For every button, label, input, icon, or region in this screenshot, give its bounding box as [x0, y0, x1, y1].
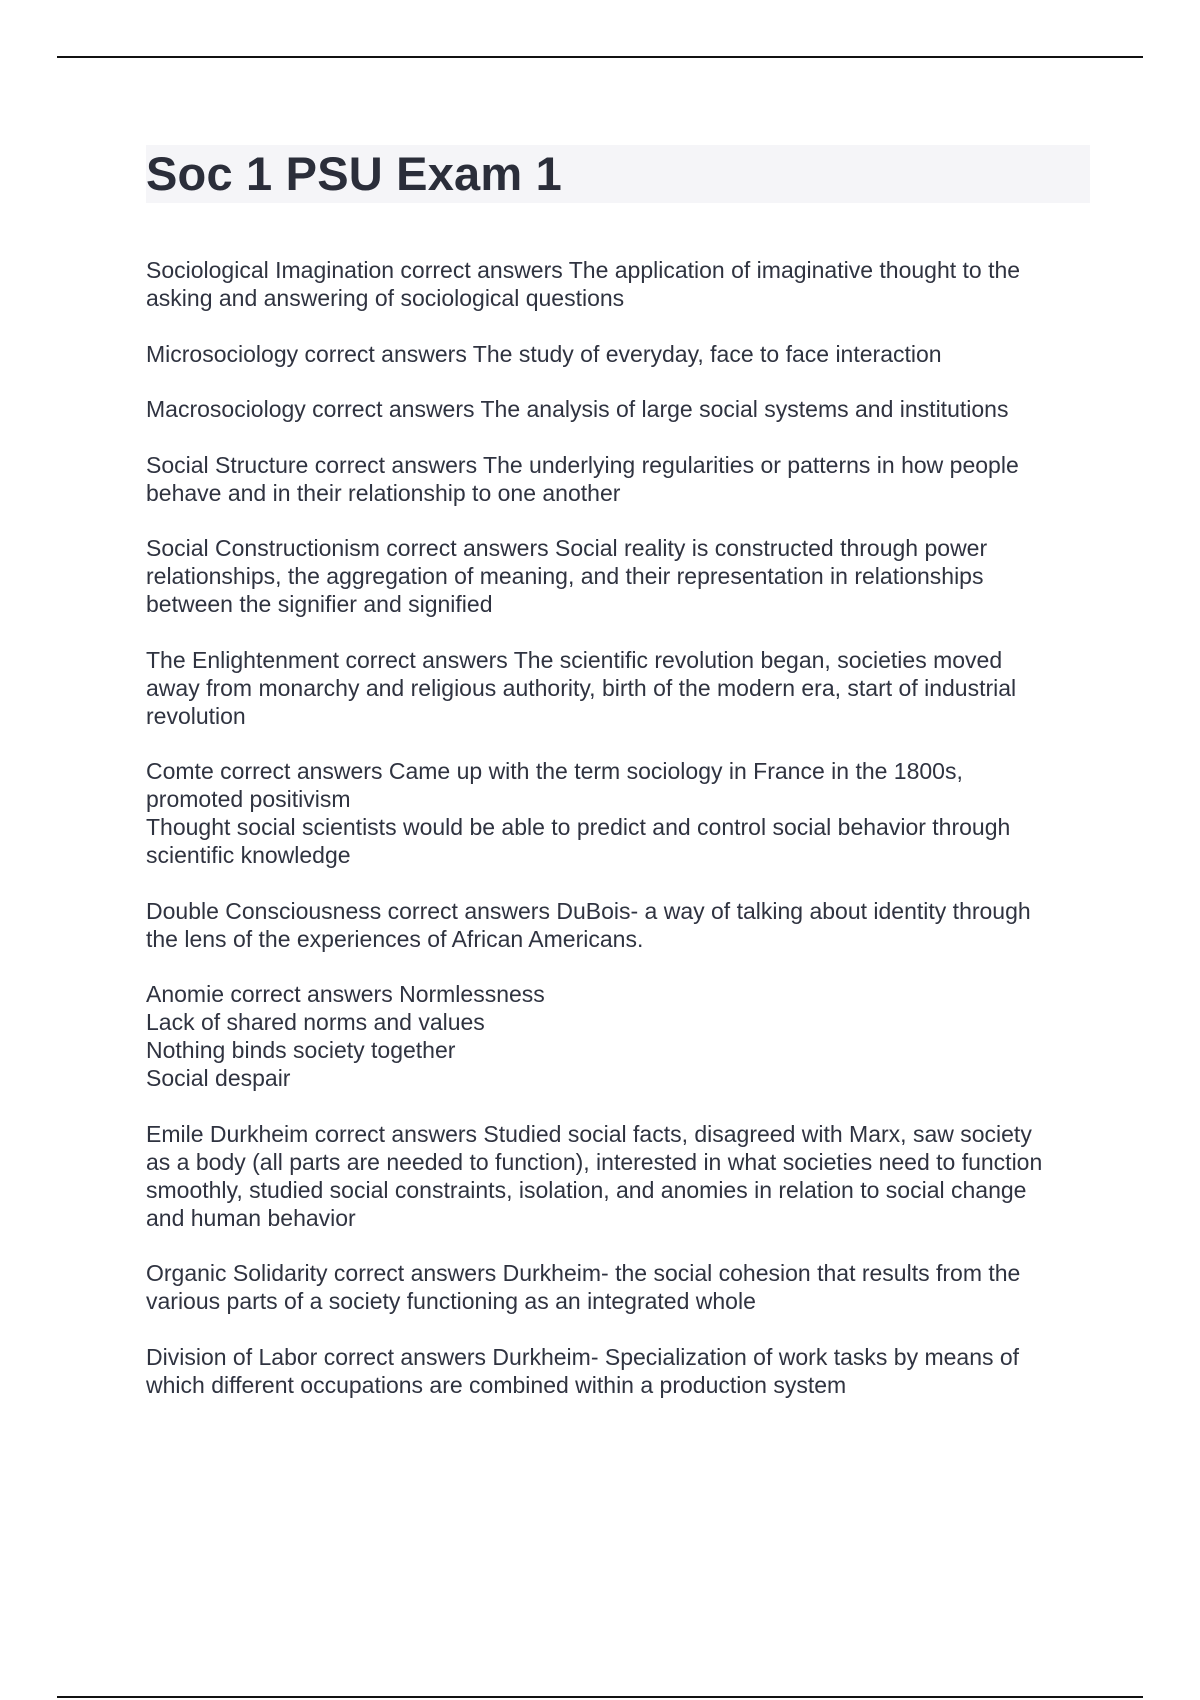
- entry-line: which different occupations are combined within a production system: [146, 1371, 847, 1398]
- entry-line: relationships, the aggregation of meaning, and their representation in relationships: [146, 563, 984, 589]
- entry-line: Organic Solidarity correct answers Durkheim- the social cohesion that results from the: [146, 1260, 1021, 1286]
- entry-microsociology: [146, 340, 1090, 368]
- entry-line: The Enlightenment correct answers The scientific revolution began, societies moved: [146, 646, 1003, 673]
- entry-organic-solidarity: [146, 1259, 1090, 1315]
- entry-line: asking and answering of sociological questions: [146, 285, 625, 311]
- footer-rule: [57, 1696, 1143, 1698]
- entry-line: Thought social scientists would be able to predict and control social behavior through: [146, 814, 1011, 840]
- entry-emile-durkheim: [146, 1120, 1090, 1232]
- entry-line: promoted positivism: [146, 786, 351, 812]
- entry-line: away from monarchy and religious authority, birth of the modern era, start of industrial: [146, 674, 1017, 701]
- entry-line: Lack of shared norms and values: [146, 1009, 485, 1035]
- entry-line: Anomie correct answers Normlessness: [146, 981, 545, 1007]
- entry-line: Nothing binds society together: [146, 1037, 456, 1063]
- entry-line: scientific knowledge: [146, 842, 351, 868]
- document-title: Soc 1 PSU Exam 1: [146, 147, 562, 200]
- entry-line: Macrosociology correct answers The analysis of large social systems and institutions: [146, 396, 1009, 422]
- entry-line: revolution: [146, 702, 246, 729]
- entry-line: Comte correct answers Came up with the term sociology in France in the 1800s,: [146, 758, 963, 784]
- entry-line: between the signifier and signified: [146, 591, 493, 617]
- entry-line: Social Structure correct answers The underlying regularities or patterns in how people: [146, 451, 1019, 478]
- entry-double-consciousness: [146, 897, 1090, 953]
- entry-sociological-imagination: [146, 256, 1090, 312]
- entry-macrosociology: [146, 395, 1090, 423]
- header-rule: [57, 56, 1143, 58]
- entry-division-of-labor: [146, 1343, 1090, 1399]
- entry-line: Social despair: [146, 1065, 291, 1091]
- entry-line: Sociological Imagination correct answers The application of imaginative thought to the: [146, 257, 1021, 283]
- entry-line: Emile Durkheim correct answers Studied social facts, disagreed with Marx, saw society: [146, 1120, 1032, 1147]
- entry-line: the lens of the experiences of African Americans.: [146, 925, 644, 952]
- entry-line: as a body (all parts are needed to function), interested in what societies need to function: [146, 1148, 1043, 1175]
- entry-line: and human behavior: [146, 1204, 356, 1231]
- entry-comte: [146, 757, 1090, 869]
- entry-line: behave and in their relationship to one another: [146, 479, 621, 506]
- entry-line: Division of Labor correct answers Durkheim- Specialization of work tasks by means of: [146, 1343, 1020, 1370]
- entry-line: smoothly, studied social constraints, isolation, and anomies in relation to social change: [146, 1176, 1027, 1203]
- entry-line: Microsociology correct answers The study of everyday, face to face interaction: [146, 340, 942, 367]
- entry-the-enlightenment: [146, 646, 1090, 730]
- entry-anomie: [146, 980, 1090, 1092]
- flashcard-list: [146, 256, 1090, 1426]
- entry-social-structure: [146, 451, 1090, 507]
- entry-line: various parts of a society functioning as an integrated whole: [146, 1288, 756, 1314]
- entry-line: Social Constructionism correct answers Social reality is constructed through power: [146, 535, 988, 561]
- entry-social-constructionism: [146, 534, 1090, 618]
- entry-line: Double Consciousness correct answers DuBois- a way of talking about identity through: [146, 897, 1031, 924]
